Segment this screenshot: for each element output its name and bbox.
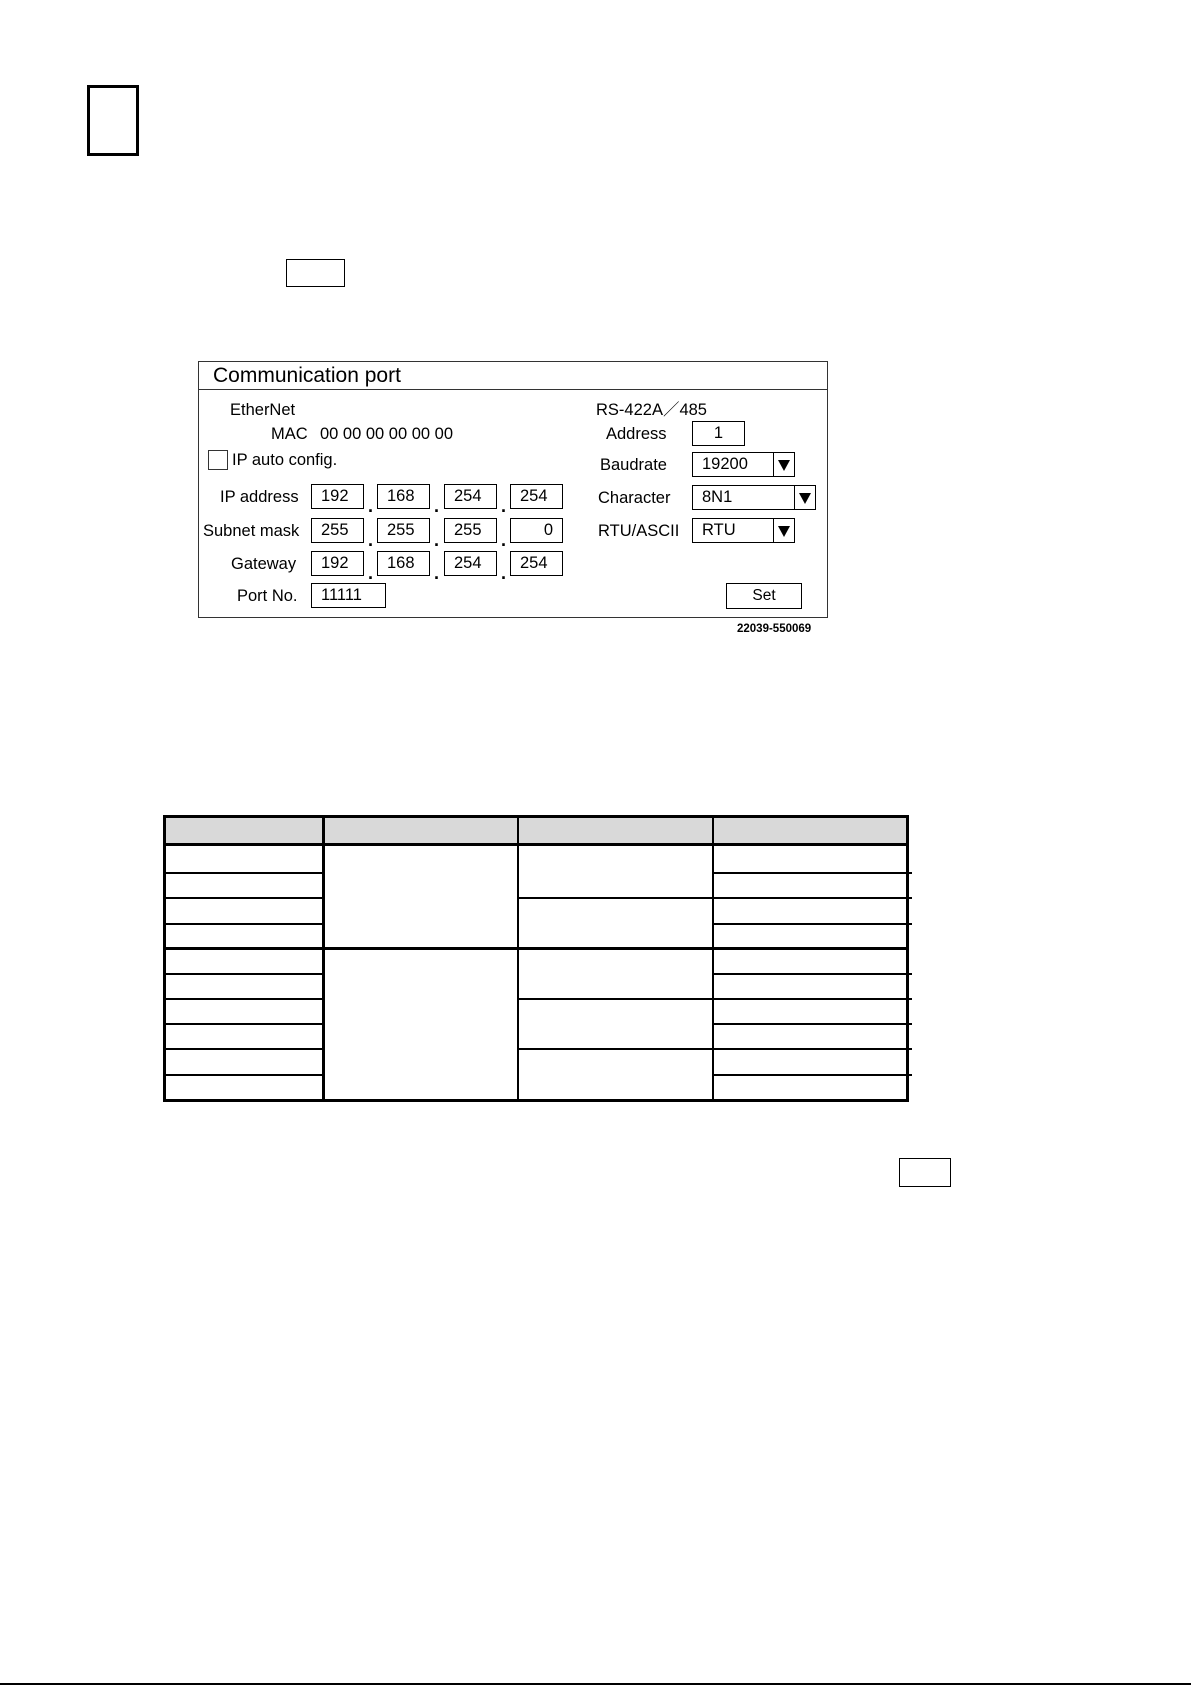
octet-separator: . [501,563,507,583]
row-divider [517,998,712,1000]
baudrate-value: 19200 [702,455,748,473]
octet-separator: . [501,496,507,516]
octet-separator: . [368,496,374,516]
row-divider [166,872,322,874]
row-divider [712,973,912,975]
panel-title: Communication port [213,364,401,387]
ip-address-octet-3[interactable]: 254 [444,484,497,509]
group-divider [166,947,906,950]
communication-port-panel [198,361,828,618]
blank-label-box [899,1158,951,1187]
mac-value: 00 00 00 00 00 00 [320,425,454,443]
port-field[interactable]: 11111 [311,583,386,608]
dropdown-arrow-icon[interactable] [794,486,815,509]
row-divider [712,1023,912,1025]
row-divider [166,973,322,975]
gateway-octet-4[interactable]: 254 [510,551,563,576]
table-header-row [166,818,906,846]
row-divider [712,998,912,1000]
port-label: Port No. [237,587,298,605]
page-bottom-rule [0,1683,1191,1685]
subnet-mask-octet-3[interactable]: 255 [444,518,497,543]
rtu-ascii-value: RTU [702,521,736,539]
row-divider [712,1048,912,1050]
row-divider [712,897,912,899]
gateway-octet-1[interactable]: 192 [311,551,364,576]
subnet-mask-label: Subnet mask [203,522,300,540]
row-divider [166,897,322,899]
octet-separator: . [501,530,507,550]
row-divider [712,923,912,925]
ip-auto-config-label: IP auto config. [232,451,338,469]
rtu-ascii-select[interactable] [692,518,795,543]
rtu-ascii-label: RTU/ASCII [598,522,680,540]
column-divider [322,818,325,1099]
column-divider [517,818,519,1099]
subnet-mask-octet-1[interactable]: 255 [311,518,364,543]
ip-address-octet-4[interactable]: 254 [510,484,563,509]
row-divider [166,1048,322,1050]
mac-label: MAC [271,425,308,443]
row-divider [166,998,322,1000]
gateway-label: Gateway [231,555,297,573]
octet-separator: . [434,563,440,583]
ip-address-octet-1[interactable]: 192 [311,484,364,509]
ip-address-label: IP address [220,488,299,506]
character-value: 8N1 [702,488,733,506]
address-field[interactable]: 1 [692,421,745,446]
octet-separator: . [434,496,440,516]
gateway-octet-3[interactable]: 254 [444,551,497,576]
subnet-mask-octet-4[interactable]: 0 [510,518,563,543]
row-divider [712,1074,912,1076]
set-button[interactable]: Set [726,583,802,609]
gateway-octet-2[interactable]: 168 [377,551,430,576]
column-divider [712,818,714,1099]
ethernet-heading: EtherNet [230,401,296,419]
blank-label-box [286,259,345,287]
dropdown-arrow-icon[interactable] [773,519,794,542]
octet-separator: . [368,530,374,550]
figure-code: 22039-550069 [737,623,812,635]
row-divider [517,897,712,899]
blank-table [163,815,909,1102]
row-divider [166,1074,322,1076]
dropdown-arrow-icon[interactable] [773,453,794,476]
character-select[interactable] [692,485,816,510]
page-marker-box [87,85,139,156]
ip-auto-config-checkbox[interactable] [208,450,228,470]
ip-address-octet-2[interactable]: 168 [377,484,430,509]
character-label: Character [598,489,671,507]
baudrate-select[interactable] [692,452,795,477]
subnet-mask-octet-2[interactable]: 255 [377,518,430,543]
row-divider [166,1023,322,1025]
row-divider [517,1048,712,1050]
octet-separator: . [368,563,374,583]
address-label: Address [606,425,667,443]
baudrate-label: Baudrate [600,456,667,474]
panel-header [199,362,827,390]
octet-separator: . [434,530,440,550]
row-divider [712,872,912,874]
row-divider [166,923,322,925]
serial-heading: RS-422A／485 [596,401,707,419]
